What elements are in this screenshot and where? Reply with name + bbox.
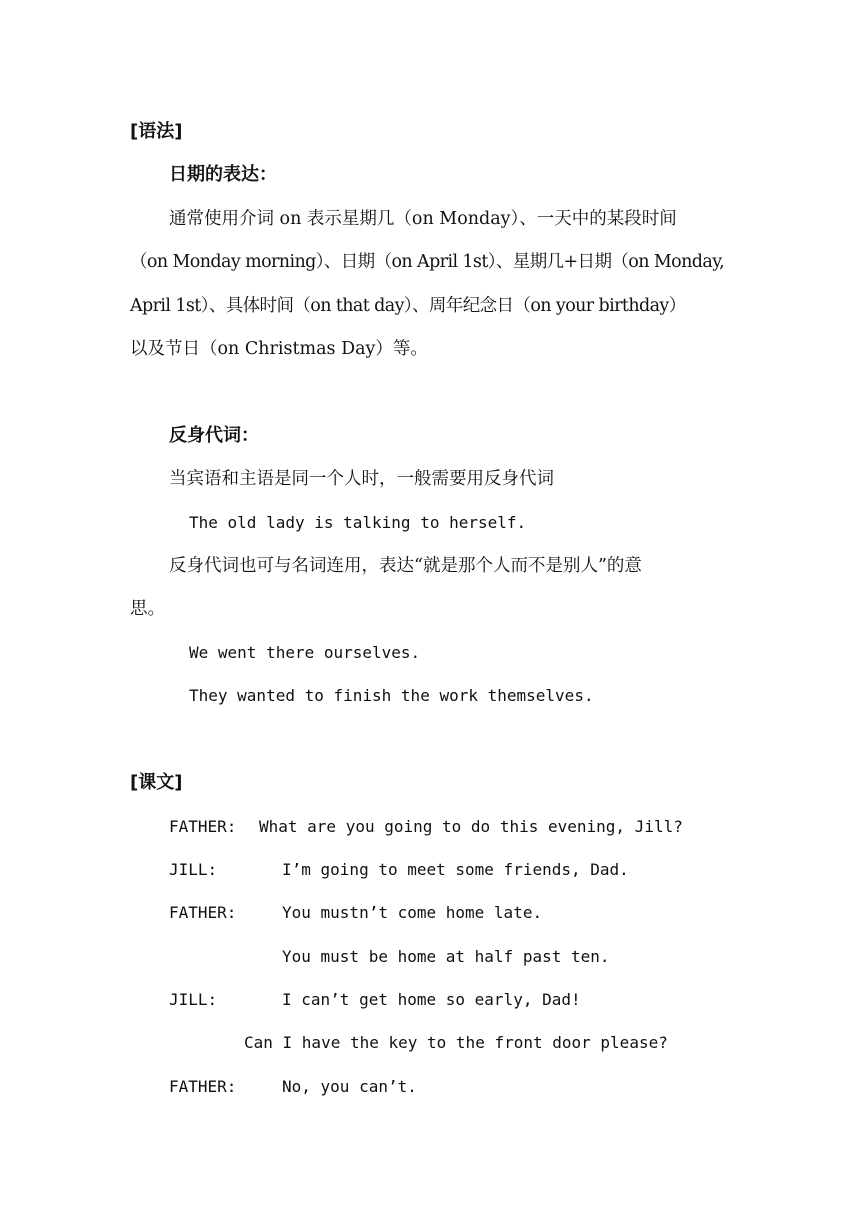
dialogue-line: Can I have the key to the front door please? bbox=[244, 1033, 668, 1052]
dialogue-line: I can’t get home so early, Dad! bbox=[282, 990, 581, 1009]
dialogue-speaker: FATHER: bbox=[169, 1077, 237, 1096]
dialogue-line: No, you can’t. bbox=[282, 1077, 417, 1096]
reflexive-paragraph-line-2: 思。 bbox=[130, 599, 165, 619]
reflexive-pronoun-heading: 反身代词： bbox=[169, 425, 259, 446]
date-paragraph-line-4: 以及节日（on Christmas Day）等。 bbox=[130, 339, 428, 359]
example-sentence-3: They wanted to finish the work themselves. bbox=[189, 686, 594, 705]
date-paragraph-line-3: April 1st）、具体时间（on that day）、周年纪念日（on your birthday） bbox=[130, 296, 686, 316]
dialogue-line: I’m going to meet some friends, Dad. bbox=[282, 860, 629, 879]
date-paragraph-line-1: 通常使用介词 on 表示星期几（on Monday）、一天中的某段时间 bbox=[169, 209, 677, 229]
dialogue-speaker: FATHER: bbox=[169, 903, 237, 922]
dialogue-speaker: JILL: bbox=[169, 860, 218, 879]
date-paragraph-line-2: （on Monday morning）、日期（on April 1st）、星期几+日期（on Monday, bbox=[130, 252, 725, 272]
dialogue-line: You must be home at half past ten. bbox=[282, 947, 610, 966]
dialogue-speaker: FATHER: bbox=[169, 817, 237, 836]
dialogue-line: You mustn’t come home late. bbox=[282, 903, 543, 922]
date-expression-heading: 日期的表达： bbox=[169, 164, 277, 185]
example-sentence-2: We went there ourselves. bbox=[189, 643, 421, 662]
text-section-title: [课文] bbox=[130, 772, 183, 793]
example-sentence-1: The old lady is talking to herself. bbox=[189, 513, 527, 532]
reflexive-intro: 当宾语和主语是同一个人时，一般需要用反身代词 bbox=[169, 469, 554, 489]
reflexive-paragraph-line-1: 反身代词也可与名词连用，表达“就是那个人而不是别人”的意 bbox=[169, 556, 642, 576]
dialogue-line: What are you going to do this evening, Jill? bbox=[259, 817, 683, 836]
grammar-section-title: [语法] bbox=[130, 121, 183, 142]
dialogue-speaker: JILL: bbox=[169, 990, 218, 1009]
